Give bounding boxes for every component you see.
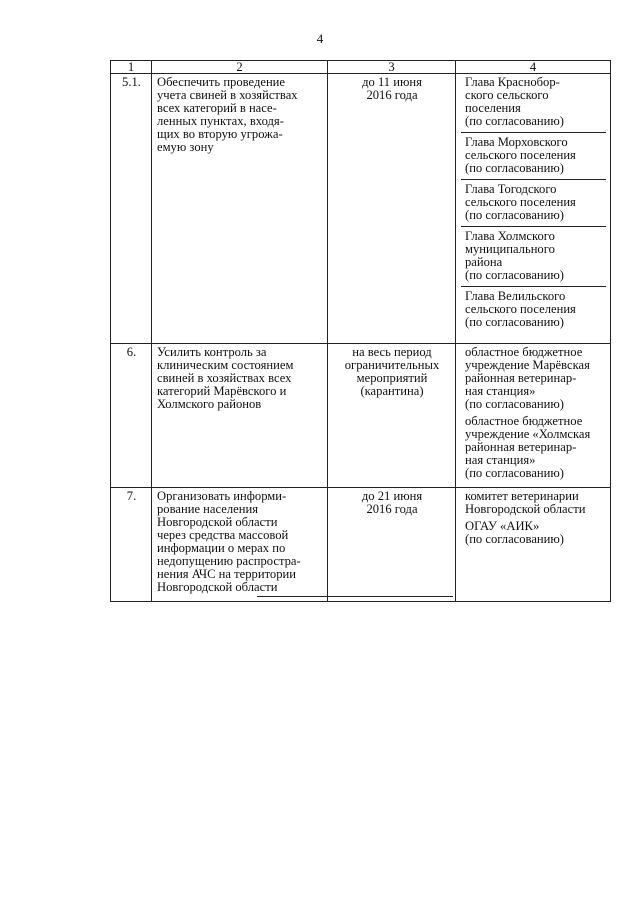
action-line: информации о мерах по (157, 541, 286, 555)
responsible-entry (461, 76, 606, 128)
page-number: 4 (316, 31, 324, 46)
responsible-entry (461, 415, 606, 480)
action-cell (152, 488, 328, 602)
column-header-3: 3 (328, 61, 456, 74)
action-line: всех категорий в насе- (157, 101, 277, 115)
responsible-line: ная станция» (465, 384, 536, 398)
term-cell (328, 74, 456, 344)
responsible-line: муниципального (465, 242, 555, 256)
responsible-line: Глава Холмского (465, 229, 555, 243)
term-line: мероприятий (356, 371, 428, 385)
action-line: Новгородской области (157, 515, 278, 529)
action-line: ленных пунктах, входя- (157, 114, 284, 128)
column-header-1: 1 (111, 61, 152, 74)
term-cell (328, 488, 456, 602)
responsible-line: Глава Тогодского (465, 182, 557, 196)
responsible-line: районная ветеринар- (465, 440, 577, 454)
action-line: Организовать информи- (157, 489, 287, 503)
responsible-cell (456, 74, 611, 344)
responsible-line: Глава Краснобор- (465, 75, 560, 89)
action-cell (152, 74, 328, 344)
responsible-line: (по согласованию) (465, 161, 565, 175)
responsible-line: (по согласованию) (465, 208, 565, 222)
responsible-line: ная станция» (465, 453, 536, 467)
responsible-line: (по согласованию) (465, 315, 565, 329)
row-number: 6. (111, 344, 152, 488)
responsible-line: (по согласованию) (465, 268, 565, 282)
term-line: 2016 года (366, 88, 418, 102)
action-line: Новгородской области (157, 580, 278, 594)
responsible-entry (461, 132, 606, 175)
action-line: Обеспечить проведение (157, 75, 286, 89)
responsible-line: районная ветеринар- (465, 371, 577, 385)
responsible-cell (456, 488, 611, 602)
table-row (111, 488, 611, 602)
action-line: Усилить контроль за (157, 345, 267, 359)
table-row (111, 74, 611, 344)
row-number: 7. (111, 488, 152, 602)
responsible-line: (по согласованию) (465, 114, 565, 128)
responsible-line: поселения (465, 101, 521, 115)
responsible-line: сельского поселения (465, 302, 576, 316)
responsible-line: учреждение «Холмская (465, 427, 591, 441)
action-line: рование населения (157, 502, 258, 516)
responsible-line: областное бюджетное (465, 345, 583, 359)
column-header-4: 4 (456, 61, 611, 74)
responsible-cell (456, 344, 611, 488)
responsible-line: комитет ветеринарии (465, 489, 579, 503)
responsible-line: района (465, 255, 503, 269)
action-line: щих во вторую угрожа- (157, 127, 283, 141)
responsible-entry (461, 226, 606, 282)
responsible-line: Глава Морховского (465, 135, 568, 149)
action-line: емую зону (157, 140, 214, 154)
responsible-line: Глава Велильского (465, 289, 566, 303)
responsible-line: областное бюджетное (465, 414, 583, 428)
responsible-entry (461, 179, 606, 222)
action-line: недопущению распростра- (157, 554, 301, 568)
responsible-line: (по согласованию) (465, 397, 565, 411)
responsible-line: (по согласованию) (465, 466, 565, 480)
term-line: 2016 года (366, 502, 418, 516)
term-line: на весь период (352, 345, 432, 359)
column-header-2: 2 (152, 61, 328, 74)
action-line: категорий Марёвского и (157, 384, 287, 398)
responsible-line: сельского поселения (465, 195, 576, 209)
action-line: Холмского районов (157, 397, 262, 411)
action-cell (152, 344, 328, 488)
responsible-line: ского сельского (465, 88, 549, 102)
responsible-line: сельского поселения (465, 148, 576, 162)
action-line: учета свиней в хозяйствах (157, 88, 298, 102)
action-line: через средства массовой (157, 528, 289, 542)
responsible-entry (461, 286, 606, 329)
row-number: 5.1. (111, 74, 152, 344)
action-line: нения АЧС на территории (157, 567, 296, 581)
term-line: (карантина) (360, 384, 424, 398)
header-row (111, 61, 611, 74)
action-line: свиней в хозяйствах всех (157, 371, 292, 385)
term-line: ограничительных (344, 358, 440, 372)
term-line: до 11 июня (362, 75, 422, 89)
responsible-line: (по согласованию) (465, 532, 565, 546)
term-cell (328, 344, 456, 488)
end-rule (257, 596, 453, 597)
responsible-entry (461, 346, 606, 411)
term-line: до 21 июня (361, 489, 423, 503)
responsible-line: Новгородской области (465, 502, 586, 516)
table-row (111, 344, 611, 488)
responsible-line: учреждение Марёвская (465, 358, 590, 372)
responsible-line: ОГАУ «АИК» (465, 519, 540, 533)
responsible-entry (461, 520, 606, 546)
action-line: клиническим состоянием (157, 358, 294, 372)
responsible-entry (461, 490, 606, 516)
measures-table (110, 60, 611, 602)
